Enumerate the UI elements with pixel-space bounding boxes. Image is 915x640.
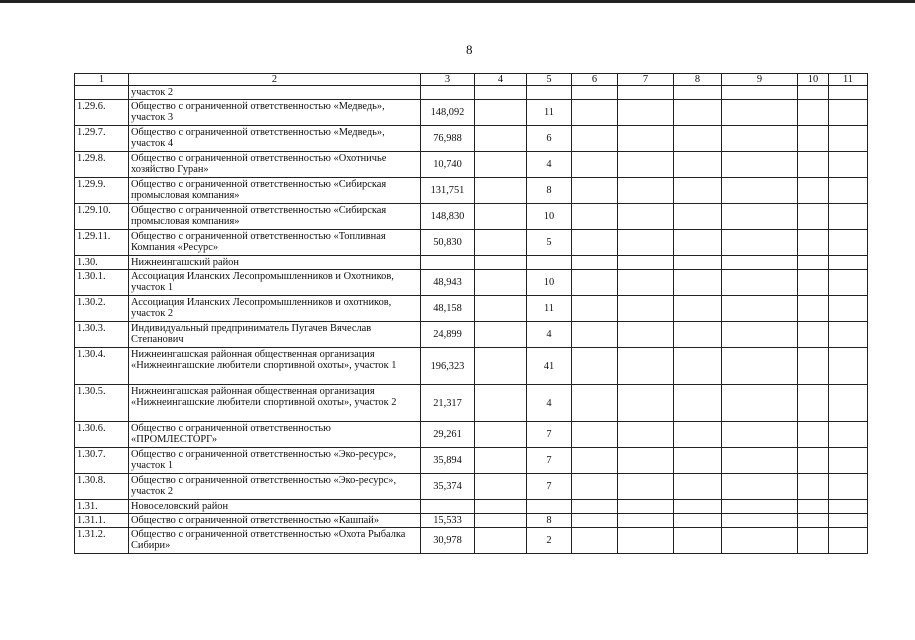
empty-cell bbox=[722, 270, 798, 296]
row-number-cell: 1.29.11. bbox=[75, 230, 129, 256]
empty-cell bbox=[674, 514, 722, 528]
empty-cell bbox=[674, 528, 722, 554]
empty-cell bbox=[798, 500, 829, 514]
empty-cell bbox=[722, 178, 798, 204]
empty-cell bbox=[798, 86, 829, 100]
empty-cell bbox=[722, 256, 798, 270]
area-value-cell: 35,374 bbox=[421, 474, 475, 500]
header-cell: 5 bbox=[527, 74, 572, 86]
empty-cell bbox=[674, 500, 722, 514]
empty-cell bbox=[722, 500, 798, 514]
empty-cell bbox=[572, 528, 618, 554]
row-number-cell: 1.30.1. bbox=[75, 270, 129, 296]
table-row bbox=[75, 270, 868, 296]
empty-cell bbox=[572, 152, 618, 178]
empty-cell bbox=[475, 178, 527, 204]
empty-cell bbox=[572, 178, 618, 204]
table-row bbox=[75, 348, 868, 385]
table-header-row bbox=[75, 74, 868, 86]
organization-name-cell: Общество с ограниченной ответственностью «Эко-ресурс», участок 1 bbox=[129, 448, 421, 474]
table-row bbox=[75, 178, 868, 204]
empty-cell bbox=[674, 86, 722, 100]
empty-cell bbox=[829, 230, 868, 256]
count-value-cell: 8 bbox=[527, 178, 572, 204]
count-value-cell: 10 bbox=[527, 204, 572, 230]
row-number-cell: 1.29.9. bbox=[75, 178, 129, 204]
empty-cell bbox=[674, 448, 722, 474]
header-cell: 1 bbox=[75, 74, 129, 86]
empty-cell bbox=[618, 270, 674, 296]
empty-cell bbox=[475, 296, 527, 322]
empty-cell bbox=[798, 256, 829, 270]
page-number: 8 bbox=[466, 42, 473, 57]
empty-cell bbox=[674, 204, 722, 230]
count-value-cell bbox=[527, 500, 572, 514]
area-value-cell: 30,978 bbox=[421, 528, 475, 554]
empty-cell bbox=[674, 296, 722, 322]
header-cell: 10 bbox=[798, 74, 829, 86]
count-value-cell: 7 bbox=[527, 422, 572, 448]
empty-cell bbox=[722, 296, 798, 322]
count-value-cell: 7 bbox=[527, 448, 572, 474]
header-cell: 7 bbox=[618, 74, 674, 86]
empty-cell bbox=[674, 152, 722, 178]
empty-cell bbox=[674, 256, 722, 270]
organization-name-cell: Ассоциация Иланских Лесопромышленников и Охотников, участок 1 bbox=[129, 270, 421, 296]
empty-cell bbox=[572, 126, 618, 152]
empty-cell bbox=[572, 500, 618, 514]
empty-cell bbox=[475, 474, 527, 500]
empty-cell bbox=[798, 152, 829, 178]
empty-cell bbox=[618, 474, 674, 500]
count-value-cell: 8 bbox=[527, 514, 572, 528]
empty-cell bbox=[572, 86, 618, 100]
count-value-cell: 4 bbox=[527, 322, 572, 348]
header-cell: 2 bbox=[129, 74, 421, 86]
organization-name-cell: Общество с ограниченной ответственностью «Охота Рыбалка Сибири» bbox=[129, 528, 421, 554]
empty-cell bbox=[798, 204, 829, 230]
empty-cell bbox=[572, 322, 618, 348]
row-number-cell: 1.30.5. bbox=[75, 385, 129, 422]
header-cell: 4 bbox=[475, 74, 527, 86]
empty-cell bbox=[798, 322, 829, 348]
empty-cell bbox=[798, 528, 829, 554]
empty-cell bbox=[829, 152, 868, 178]
row-number-cell: 1.29.7. bbox=[75, 126, 129, 152]
empty-cell bbox=[572, 474, 618, 500]
empty-cell bbox=[618, 230, 674, 256]
organization-name-cell: Нижнеингашская районная общественная организация «Нижнеингашские любители спортивной охоты», участок 2 bbox=[129, 385, 421, 422]
empty-cell bbox=[618, 322, 674, 348]
row-number-cell: 1.30.2. bbox=[75, 296, 129, 322]
empty-cell bbox=[572, 348, 618, 385]
header-cell: 8 bbox=[674, 74, 722, 86]
empty-cell bbox=[829, 256, 868, 270]
table-row bbox=[75, 100, 868, 126]
row-number-cell: 1.29.6. bbox=[75, 100, 129, 126]
empty-cell bbox=[475, 230, 527, 256]
table-row bbox=[75, 296, 868, 322]
row-number-cell: 1.30.6. bbox=[75, 422, 129, 448]
area-value-cell: 148,830 bbox=[421, 204, 475, 230]
empty-cell bbox=[618, 528, 674, 554]
organization-name-cell: Общество с ограниченной ответственностью «Охотничье хозяйство Гуран» bbox=[129, 152, 421, 178]
empty-cell bbox=[798, 230, 829, 256]
table-row bbox=[75, 422, 868, 448]
count-value-cell: 10 bbox=[527, 270, 572, 296]
organization-name-cell: Общество с ограниченной ответственностью «Сибирская промысловая компания» bbox=[129, 204, 421, 230]
empty-cell bbox=[722, 100, 798, 126]
organization-name-cell: Нижнеингашская районная общественная организация «Нижнеингашские любители спортивной охоты», участок 1 bbox=[129, 348, 421, 385]
empty-cell bbox=[618, 385, 674, 422]
empty-cell bbox=[618, 152, 674, 178]
header-cell: 3 bbox=[421, 74, 475, 86]
empty-cell bbox=[572, 448, 618, 474]
empty-cell bbox=[618, 178, 674, 204]
empty-cell bbox=[722, 474, 798, 500]
count-value-cell: 6 bbox=[527, 126, 572, 152]
empty-cell bbox=[475, 500, 527, 514]
empty-cell bbox=[829, 514, 868, 528]
empty-cell bbox=[829, 500, 868, 514]
count-value-cell: 5 bbox=[527, 230, 572, 256]
table-row bbox=[75, 256, 868, 270]
table-row bbox=[75, 514, 868, 528]
table-row bbox=[75, 126, 868, 152]
empty-cell bbox=[798, 178, 829, 204]
empty-cell bbox=[674, 178, 722, 204]
empty-cell bbox=[475, 348, 527, 385]
empty-cell bbox=[618, 126, 674, 152]
row-number-cell: 1.30.7. bbox=[75, 448, 129, 474]
empty-cell bbox=[829, 348, 868, 385]
organization-name-cell: Общество с ограниченной ответственностью «Эко-ресурс», участок 2 bbox=[129, 474, 421, 500]
table-row bbox=[75, 500, 868, 514]
count-value-cell: 11 bbox=[527, 100, 572, 126]
empty-cell bbox=[722, 422, 798, 448]
empty-cell bbox=[798, 474, 829, 500]
empty-cell bbox=[798, 270, 829, 296]
empty-cell bbox=[722, 514, 798, 528]
empty-cell bbox=[829, 100, 868, 126]
empty-cell bbox=[618, 448, 674, 474]
empty-cell bbox=[618, 100, 674, 126]
empty-cell bbox=[829, 474, 868, 500]
header-cell: 6 bbox=[572, 74, 618, 86]
empty-cell bbox=[829, 528, 868, 554]
area-value-cell: 15,533 bbox=[421, 514, 475, 528]
empty-cell bbox=[722, 385, 798, 422]
empty-cell bbox=[674, 230, 722, 256]
row-number-cell: 1.31.2. bbox=[75, 528, 129, 554]
table-row bbox=[75, 448, 868, 474]
area-value-cell: 35,894 bbox=[421, 448, 475, 474]
empty-cell bbox=[674, 270, 722, 296]
empty-cell bbox=[829, 322, 868, 348]
area-value-cell: 76,988 bbox=[421, 126, 475, 152]
table-body bbox=[75, 74, 868, 554]
row-number-cell: 1.30.3. bbox=[75, 322, 129, 348]
area-value-cell bbox=[421, 86, 475, 100]
empty-cell bbox=[572, 514, 618, 528]
empty-cell bbox=[475, 514, 527, 528]
row-number-cell: 1.29.8. bbox=[75, 152, 129, 178]
registry-table bbox=[74, 73, 868, 554]
table-row bbox=[75, 474, 868, 500]
empty-cell bbox=[829, 448, 868, 474]
organization-name-cell: Нижнеингашский район bbox=[129, 256, 421, 270]
empty-cell bbox=[674, 322, 722, 348]
empty-cell bbox=[674, 385, 722, 422]
empty-cell bbox=[572, 296, 618, 322]
empty-cell bbox=[618, 86, 674, 100]
empty-cell bbox=[798, 296, 829, 322]
empty-cell bbox=[475, 422, 527, 448]
empty-cell bbox=[475, 385, 527, 422]
row-number-cell: 1.30.4. bbox=[75, 348, 129, 385]
count-value-cell: 2 bbox=[527, 528, 572, 554]
row-number-cell: 1.29.10. bbox=[75, 204, 129, 230]
area-value-cell: 21,317 bbox=[421, 385, 475, 422]
area-value-cell: 196,323 bbox=[421, 348, 475, 385]
organization-name-cell: Новоселовский район bbox=[129, 500, 421, 514]
empty-cell bbox=[722, 528, 798, 554]
empty-cell bbox=[722, 86, 798, 100]
empty-cell bbox=[829, 178, 868, 204]
count-value-cell: 7 bbox=[527, 474, 572, 500]
empty-cell bbox=[722, 322, 798, 348]
empty-cell bbox=[829, 86, 868, 100]
empty-cell bbox=[618, 514, 674, 528]
count-value-cell: 41 bbox=[527, 348, 572, 385]
empty-cell bbox=[722, 448, 798, 474]
empty-cell bbox=[475, 322, 527, 348]
empty-cell bbox=[572, 230, 618, 256]
empty-cell bbox=[722, 126, 798, 152]
empty-cell bbox=[798, 348, 829, 385]
area-value-cell: 50,830 bbox=[421, 230, 475, 256]
empty-cell bbox=[798, 385, 829, 422]
empty-cell bbox=[798, 514, 829, 528]
empty-cell bbox=[475, 86, 527, 100]
empty-cell bbox=[618, 296, 674, 322]
empty-cell bbox=[722, 348, 798, 385]
organization-name-cell: Общество с ограниченной ответственностью «Сибирская промысловая компания» bbox=[129, 178, 421, 204]
empty-cell bbox=[475, 270, 527, 296]
area-value-cell: 10,740 bbox=[421, 152, 475, 178]
area-value-cell: 148,092 bbox=[421, 100, 475, 126]
empty-cell bbox=[618, 204, 674, 230]
area-value-cell bbox=[421, 256, 475, 270]
empty-cell bbox=[829, 270, 868, 296]
table-row bbox=[75, 528, 868, 554]
empty-cell bbox=[572, 270, 618, 296]
area-value-cell bbox=[421, 500, 475, 514]
empty-cell bbox=[674, 422, 722, 448]
organization-name-cell: Индивидуальный предприниматель Пугачев Вячеслав Степанович bbox=[129, 322, 421, 348]
area-value-cell: 131,751 bbox=[421, 178, 475, 204]
empty-cell bbox=[475, 126, 527, 152]
empty-cell bbox=[674, 348, 722, 385]
empty-cell bbox=[829, 385, 868, 422]
empty-cell bbox=[674, 100, 722, 126]
empty-cell bbox=[798, 448, 829, 474]
empty-cell bbox=[618, 348, 674, 385]
organization-name-cell: Общество с ограниченной ответственностью «Медведь», участок 3 bbox=[129, 100, 421, 126]
row-number-cell: 1.30.8. bbox=[75, 474, 129, 500]
area-value-cell: 48,158 bbox=[421, 296, 475, 322]
empty-cell bbox=[572, 204, 618, 230]
empty-cell bbox=[798, 126, 829, 152]
empty-cell bbox=[475, 100, 527, 126]
empty-cell bbox=[572, 385, 618, 422]
count-value-cell: 4 bbox=[527, 385, 572, 422]
empty-cell bbox=[829, 296, 868, 322]
empty-cell bbox=[618, 500, 674, 514]
count-value-cell bbox=[527, 86, 572, 100]
organization-name-cell: участок 2 bbox=[129, 86, 421, 100]
count-value-cell: 11 bbox=[527, 296, 572, 322]
organization-name-cell: Общество с ограниченной ответственностью «Топливная Компания «Ресурс» bbox=[129, 230, 421, 256]
empty-cell bbox=[618, 256, 674, 270]
table-row bbox=[75, 86, 868, 100]
organization-name-cell: Общество с ограниченной ответственностью «Медведь», участок 4 bbox=[129, 126, 421, 152]
table-row bbox=[75, 385, 868, 422]
empty-cell bbox=[798, 100, 829, 126]
empty-cell bbox=[798, 422, 829, 448]
page-top-edge bbox=[0, 0, 915, 3]
area-value-cell: 24,899 bbox=[421, 322, 475, 348]
header-cell: 11 bbox=[829, 74, 868, 86]
empty-cell bbox=[829, 204, 868, 230]
row-number-cell: 1.31. bbox=[75, 500, 129, 514]
organization-name-cell: Общество с ограниченной ответственностью «ПРОМЛЕСТОРГ» bbox=[129, 422, 421, 448]
table-row bbox=[75, 230, 868, 256]
row-number-cell bbox=[75, 86, 129, 100]
empty-cell bbox=[572, 422, 618, 448]
empty-cell bbox=[829, 422, 868, 448]
table-row bbox=[75, 204, 868, 230]
empty-cell bbox=[674, 474, 722, 500]
count-value-cell bbox=[527, 256, 572, 270]
empty-cell bbox=[572, 100, 618, 126]
table-row bbox=[75, 152, 868, 178]
table-row bbox=[75, 322, 868, 348]
empty-cell bbox=[674, 126, 722, 152]
empty-cell bbox=[618, 422, 674, 448]
empty-cell bbox=[475, 528, 527, 554]
empty-cell bbox=[475, 204, 527, 230]
empty-cell bbox=[829, 126, 868, 152]
header-cell: 9 bbox=[722, 74, 798, 86]
empty-cell bbox=[722, 230, 798, 256]
row-number-cell: 1.31.1. bbox=[75, 514, 129, 528]
organization-name-cell: Общество с ограниченной ответственностью «Кашпай» bbox=[129, 514, 421, 528]
row-number-cell: 1.30. bbox=[75, 256, 129, 270]
area-value-cell: 29,261 bbox=[421, 422, 475, 448]
empty-cell bbox=[572, 256, 618, 270]
organization-name-cell: Ассоциация Иланских Лесопромышленников и охотников, участок 2 bbox=[129, 296, 421, 322]
empty-cell bbox=[475, 256, 527, 270]
count-value-cell: 4 bbox=[527, 152, 572, 178]
empty-cell bbox=[475, 448, 527, 474]
area-value-cell: 48,943 bbox=[421, 270, 475, 296]
empty-cell bbox=[722, 152, 798, 178]
empty-cell bbox=[722, 204, 798, 230]
empty-cell bbox=[475, 152, 527, 178]
